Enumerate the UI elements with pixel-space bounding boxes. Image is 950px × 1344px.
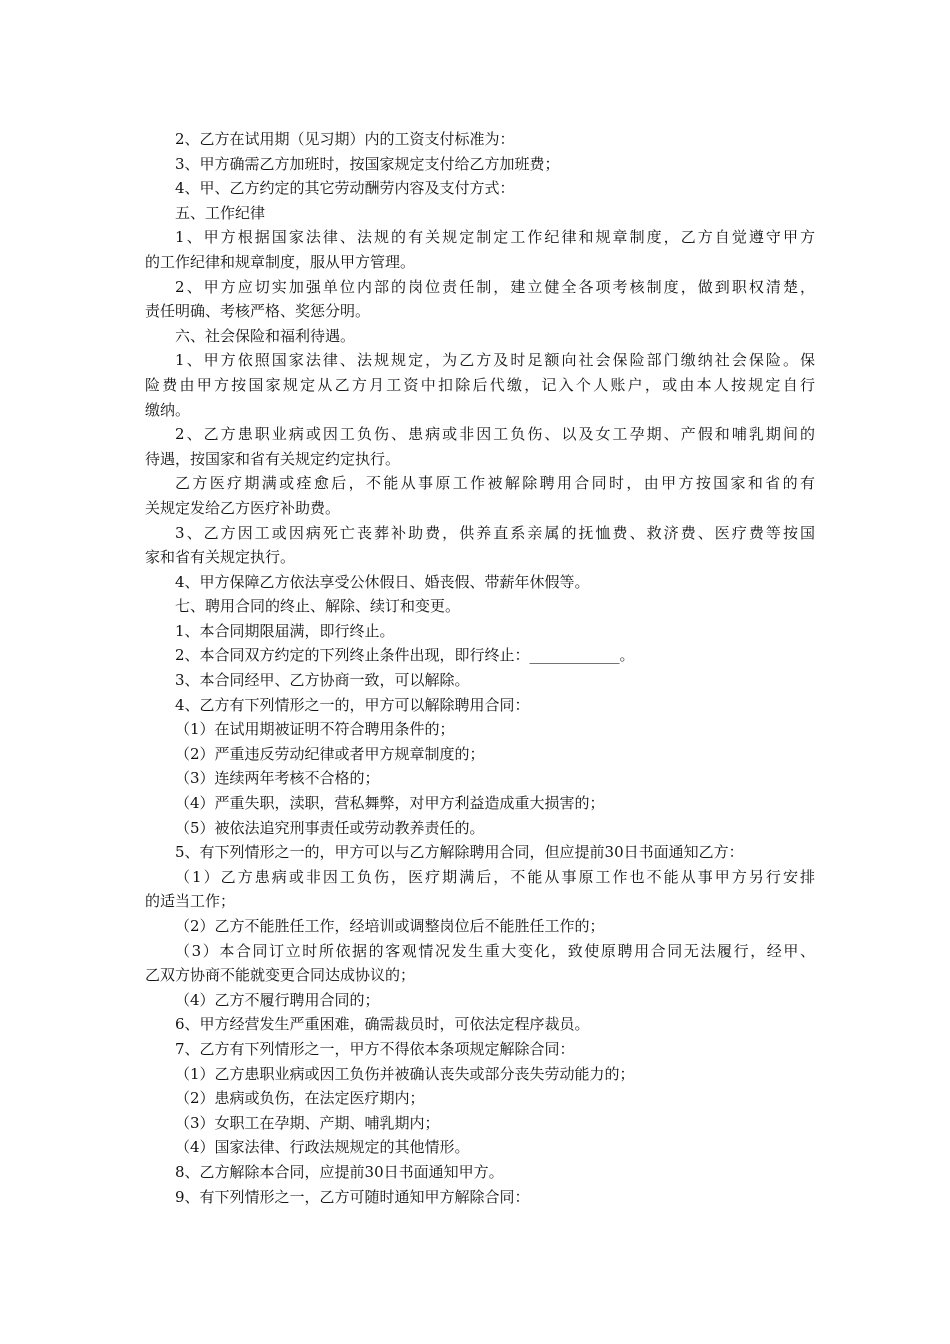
paragraph-line: 2、乙方在试用期（见习期）内的工资支付标准为： — [175, 130, 515, 148]
list-item: （2）严重违反劳动纪律或者甲方规章制度的； — [175, 744, 485, 763]
list-item: 的适当工作； — [145, 892, 236, 911]
paragraph-line: 9、有下列情形之一，乙方可随时通知甲方解除合同： — [175, 1187, 530, 1206]
document-body — [145, 127, 815, 1209]
list-item: （1）在试用期被证明不符合聘用条件的； — [175, 720, 455, 739]
paragraph-line: 责任明确、考核严格、奖惩分明。 — [145, 302, 371, 321]
list-item: （4）严重失职，渎职，营私舞弊，对甲方利益造成重大损害的； — [175, 794, 605, 813]
paragraph-line: 1、甲方依照国家法律、法规规定，为乙方及时足额向社会保险部门缴纳社会保险。保 — [175, 351, 815, 370]
paragraph-line: 5、有下列情形之一的，甲方可以与乙方解除聘用合同，但应提前30日书面通知乙方： — [175, 843, 744, 862]
paragraph-line: 7、乙方有下列情形之一，甲方不得依本条项规定解除合同： — [175, 1039, 575, 1058]
paragraph-line: 1、甲方根据国家法律、法规的有关规定制定工作纪律和规章制度，乙方自觉遵守甲方 — [175, 228, 815, 247]
paragraph-line: 待遇，按国家和省有关规定约定执行。 — [145, 449, 401, 468]
list-item: （2）乙方不能胜任工作，经培训或调整岗位后不能胜任工作的； — [175, 917, 605, 935]
paragraph-line: 8、乙方解除本合同，应提前30日书面通知甲方。 — [175, 1162, 504, 1181]
paragraph-line: 2、乙方患职业病或因工负伤、患病或非因工负伤、以及女工孕期、产假和哺乳期间的 — [175, 425, 815, 444]
list-item: （3）连续两年考核不合格的； — [175, 769, 380, 788]
paragraph-line: 关规定发给乙方医疗补助费。 — [145, 498, 341, 517]
list-item: （4）国家法律、行政法规规定的其他情形。 — [175, 1138, 470, 1157]
paragraph-line: 2、甲方应切实加强单位内部的岗位责任制，建立健全各项考核制度，做到职权清楚， — [175, 277, 815, 296]
paragraph-line: 4、甲、乙方约定的其它劳动酬劳内容及支付方式： — [175, 179, 515, 198]
list-item: （5）被依法追究刑事责任或劳动教养责任的。 — [175, 818, 485, 837]
paragraph-line: 2、本合同双方约定的下列终止条件出现，即行终止：____________。 — [175, 646, 635, 665]
section-heading: 六、社会保险和福利待遇。 — [175, 326, 356, 345]
paragraph-line: 4、乙方有下列情形之一的，甲方可以解除聘用合同： — [175, 695, 530, 714]
section-heading: 七、聘用合同的终止、解除、续订和变更。 — [175, 597, 461, 616]
list-item: （2）患病或负伤，在法定医疗期内； — [175, 1089, 425, 1108]
list-item: （1）乙方患病或非因工负伤，医疗期满后，不能从事原工作也不能从事甲方另行安排 — [175, 867, 815, 886]
paragraph-line: 3、本合同经甲、乙方协商一致，可以解除。 — [175, 671, 470, 690]
section-heading: 五、工作纪律 — [175, 203, 266, 222]
paragraph-line: 家和省有关规定执行。 — [145, 548, 296, 567]
paragraph-line: 乙方医疗期满或痊愈后，不能从事原工作被解除聘用合同时，由甲方按国家和省的有 — [175, 474, 815, 493]
list-item: 乙双方协商不能就变更合同达成协议的； — [145, 966, 416, 985]
paragraph-line: 3、甲方确需乙方加班时，按国家规定支付给乙方加班费； — [175, 154, 560, 173]
list-item: （3）本合同订立时所依据的客观情况发生重大变化，致使原聘用合同无法履行，经甲、 — [175, 941, 815, 960]
paragraph-line: 6、甲方经营发生严重困难，确需裁员时，可依法定程序裁员。 — [175, 1015, 590, 1034]
list-item: （1）乙方患职业病或因工负伤并被确认丧失或部分丧失劳动能力的； — [175, 1064, 635, 1083]
paragraph-line: 缴纳。 — [145, 400, 191, 419]
paragraph-line: 4、甲方保障乙方依法享受公休假日、婚丧假、带薪年休假等。 — [175, 572, 590, 591]
paragraph-line: 的工作纪律和规章制度，服从甲方管理。 — [145, 252, 416, 271]
list-item: （3）女职工在孕期、产期、哺乳期内； — [175, 1113, 440, 1132]
list-item: （4）乙方不履行聘用合同的； — [175, 990, 380, 1009]
paragraph-line: 险费由甲方按国家规定从乙方月工资中扣除后代缴，记入个人账户，或由本人按规定自行 — [145, 375, 815, 394]
paragraph-line: 1、本合同期限届满，即行终止。 — [175, 621, 395, 640]
paragraph-line: 3、乙方因工或因病死亡丧葬补助费，供养直系亲属的抚恤费、救济费、医疗费等按国 — [175, 523, 815, 542]
